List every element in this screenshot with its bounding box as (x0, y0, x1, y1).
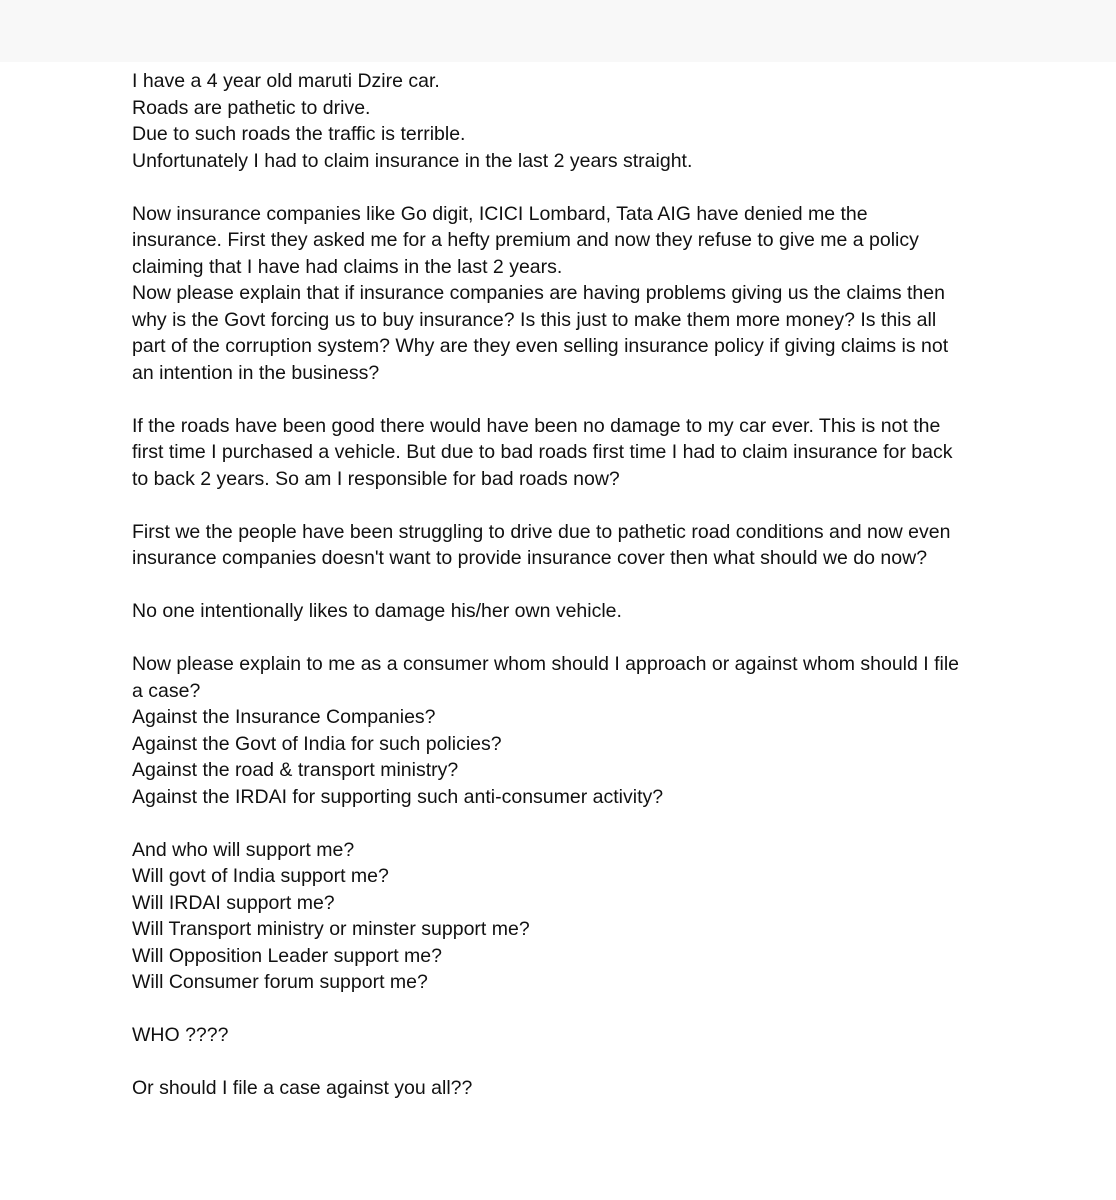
text-line: Unfortunately I had to claim insurance in the last 2 years straight. (132, 149, 693, 172)
text-line: First we the people have been struggling to drive due to pathetic road conditions and now even (132, 520, 951, 543)
paragraph-closing (132, 1075, 1012, 1102)
paragraph-insurance-denied (132, 201, 1012, 387)
text-line: insurance. First they asked me for a hefty premium and now they refuse to give me a policy (132, 229, 919, 251)
text-line: Will Opposition Leader support me? (132, 944, 442, 967)
text-line: Against the Insurance Companies? (132, 706, 436, 728)
text-line: why is the Govt forcing us to buy insurance? Is this just to make them more money? Is this all (132, 308, 937, 331)
paragraph-no-one-intentional (132, 598, 1012, 625)
text-line: first time I purchased a vehicle. But due to bad roads first time I had to claim insurance for back (132, 441, 953, 463)
text-line: And who will support me? (132, 838, 355, 861)
text-line: Now please explain to me as a consumer whom should I approach or against whom should I file (132, 653, 960, 675)
text-line: part of the corruption system? Why are they even selling insurance policy if giving claims is not (132, 335, 949, 357)
paragraph-struggling (132, 519, 1012, 572)
top-bar (0, 0, 1116, 62)
text-line: Now insurance companies like Go digit, ICICI Lombard, Tata AIG have denied me the (132, 202, 868, 225)
text-line: to back 2 years. So am I responsible for bad roads now? (132, 467, 620, 490)
text-line: insurance companies doesn't want to provide insurance cover then what should we do now? (132, 547, 928, 569)
text-line: Or should I file a case against you all?? (132, 1077, 473, 1099)
text-line: Roads are pathetic to drive. (132, 96, 371, 119)
text-line: Now please explain that if insurance companies are having problems giving us the claims then (132, 282, 945, 304)
document-body (132, 68, 1012, 1128)
text-line: WHO ???? (132, 1024, 229, 1046)
text-line: Against the Govt of India for such policies? (132, 732, 502, 755)
paragraph-who (132, 1022, 1012, 1049)
text-line: No one intentionally likes to damage his/her own vehicle. (132, 600, 622, 622)
paragraph-bad-roads (132, 413, 1012, 493)
text-line: Will Transport ministry or minster support me? (132, 918, 530, 940)
text-line: an intention in the business? (132, 361, 380, 384)
text-line: a case? (132, 679, 201, 702)
text-line: Against the road & transport ministry? (132, 759, 459, 781)
text-line: Will govt of India support me? (132, 865, 389, 887)
text-line: Due to such roads the traffic is terrible. (132, 123, 466, 145)
text-line: If the roads have been good there would have been no damage to my car ever. This is not the (132, 414, 941, 437)
text-line: I have a 4 year old maruti Dzire car. (132, 70, 440, 92)
paragraph-whom-to-approach (132, 651, 1012, 810)
text-line: Against the IRDAI for supporting such anti-consumer activity? (132, 785, 664, 808)
paragraph-car-intro (132, 68, 1012, 174)
text-line: claiming that I have had claims in the last 2 years. (132, 255, 563, 278)
text-line: Will Consumer forum support me? (132, 971, 428, 993)
text-line: Will IRDAI support me? (132, 891, 335, 914)
paragraph-who-will-support (132, 837, 1012, 996)
